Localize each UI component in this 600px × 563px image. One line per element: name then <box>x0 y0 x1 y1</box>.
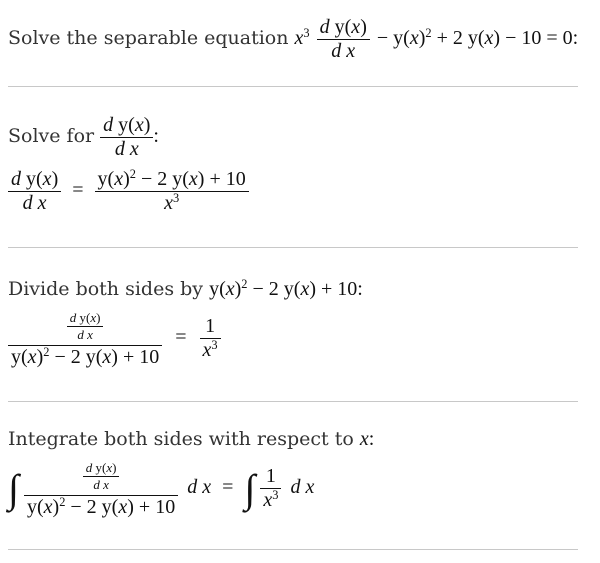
dy-dx-fraction: $\frac{\text{d y(x)}}{\text{d x}}$ <box>100 114 153 161</box>
dy-dx-fraction: $\frac{\text{d y(x)}}{\text{d x}}$ <box>317 16 370 63</box>
integral-sign: ∫ <box>8 465 19 511</box>
step-2-text: Solve for <box>8 125 95 148</box>
divider <box>8 247 578 248</box>
divider <box>8 401 578 402</box>
step-2-equation: $\frac{\text{d y(x)}}{\text{d x}}$ = $\frac{y(x)^2 - 2 y(x) + 10}{x^3}$ <box>8 168 249 215</box>
step-1-equation: $x^3$ $\frac{\text{d y(x)}}{\text{d x}}$ − $y(x)^2 + 2$ y(x) − 10 = 0: <box>294 16 579 62</box>
step-4-variable: x <box>359 428 369 450</box>
step-1-text: Solve the separable equation <box>8 27 289 50</box>
integral-sign: ∫ <box>244 465 256 511</box>
step-4-text: Integrate both sides with respect to <box>8 428 354 450</box>
step-3-text: Divide both sides by <box>8 278 204 300</box>
divider <box>8 549 578 550</box>
divider <box>8 86 578 87</box>
step-4-equation: ∫ $\frac{\frac{\text{d y(x)}}{\text{d x}}}{y(x)^2 - 2 y(x) + 10}$ d x = ∫ $\frac{1}{x^3}$ d x <box>8 460 315 518</box>
step-3-equation: $\frac{\frac{\text{d y(x)}}{\text{d x}}}{y(x)^2 - 2 y(x) + 10}$ = $\frac{1}{x^3}$ <box>8 308 221 369</box>
